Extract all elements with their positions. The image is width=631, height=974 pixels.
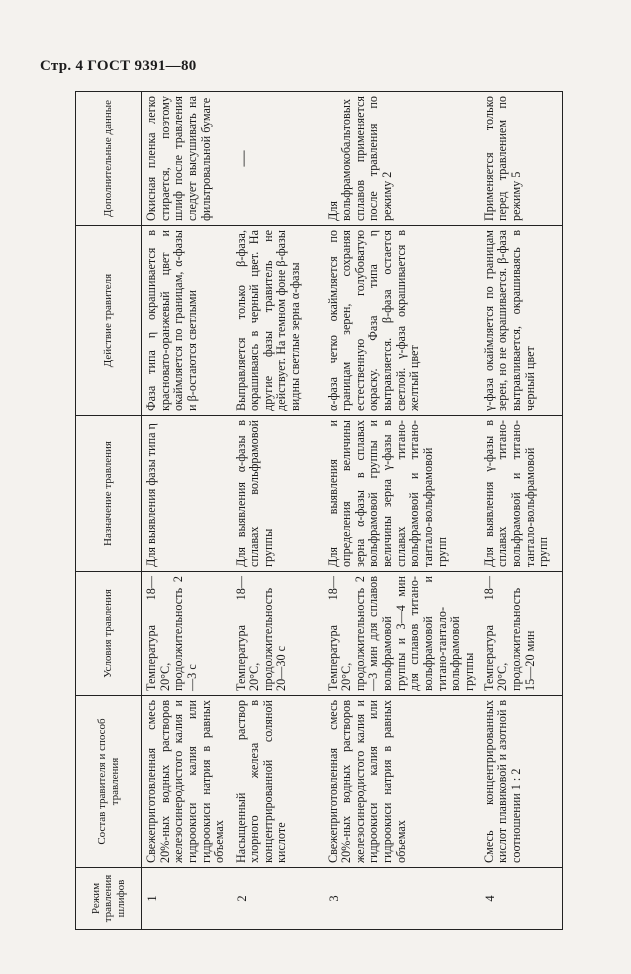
col-header-purpose: Назначение травления — [76, 416, 142, 572]
cell-action: γ-фаза окаймляется по границам зерен, но не окрашивается. β-фаза вытравливается, окрашиваясь в черный цвет — [480, 226, 563, 416]
cell-purpose: Для выявления и определения величины зерна α-фазы в сплавах вольфрамовой группы и величины зерна γ-фазы в сплавах титано-вольфрамовой и титано-тантало-вольфрамовой групп — [324, 416, 480, 572]
cell-conditions: Температура 18—20°С, продолжительность 20—30 с — [232, 572, 324, 696]
etchant-table-rotated — [75, 92, 563, 930]
cell-action: α-фаза четко окаймляется по границам зерен, сохраняя естественную голубоватую окраску. Фаза типа η вытравляется. β-фаза остается светлой. γ-фаза окрашивается в желтый цвет — [324, 226, 480, 416]
cell-action: Фаза типа η окрашивается в красновато-оранжевый цвет и окаймляется по границам, α-фазы и β-остаются светлыми — [142, 226, 232, 416]
cell-mode: 1 — [142, 868, 232, 930]
cell-composition: Смесь концентрированных кислот плавиковой и азотной в соотношении 1 : 2 — [480, 696, 563, 868]
cell-extra: Для вольфрамокобальтовых сплавов применяется после травления по режиму 2 — [324, 92, 480, 226]
cell-extra: Окисная пленка легко стирается, поэтому шлиф после травления следует высушивать на фильтровальной бумаге — [142, 92, 232, 226]
col-header-mode: Режим травления шлифов — [76, 868, 142, 930]
table-header-row — [76, 92, 142, 930]
cell-purpose: Для выявления α-фазы в сплавах вольфрамовой группы — [232, 416, 324, 572]
cell-composition: Свежеприготовленная смесь 20%-ных водных растворов железосинеродистого калия и гидроокиси калия или гидроокиси натрия в равных объемах — [142, 696, 232, 868]
cell-purpose: Для выявления γ-фазы в сплавах титано-вольфрамовой и титано-тантало-вольфрамовой групп — [480, 416, 563, 572]
cell-extra: — — [232, 92, 324, 226]
col-header-composition: Состав травителя и способ травления — [76, 696, 142, 868]
table-row — [232, 92, 324, 930]
cell-conditions: Температура 18—20°С, продолжительность 2—3 мин для сплавов вольфрамовой группы и 3—4 мин для сплавов титано-вольфрамовой и титано-тантало-вольфрамовой группы — [324, 572, 480, 696]
cell-composition: Насыщенный раствор хлорного железа в концентрированной соляной кислоте — [232, 696, 324, 868]
cell-mode: 4 — [480, 868, 563, 930]
page-header: Стр. 4 ГОСТ 9391—80 — [40, 58, 197, 74]
table-row — [324, 92, 480, 930]
cell-conditions: Температура 18—20°С, продолжительность 2—3 с — [142, 572, 232, 696]
col-header-extra: Дополнительные данные — [76, 92, 142, 226]
table-row — [142, 92, 232, 930]
cell-composition: Свежеприготовленная смесь 20%-ных водных растворов железосинеродистого калия и гидроокиси калия или гидроокиси натрия в равных объемах — [324, 696, 480, 868]
cell-action: Выправляется только β-фаза, окрашиваясь в черный цвет. На другие фазы травитель не действует. На темном фоне β-фазы видны светлые зерна α-фазы — [232, 226, 324, 416]
etchant-table — [75, 91, 563, 930]
cell-mode: 2 — [232, 868, 324, 930]
col-header-conditions: Условия травления — [76, 572, 142, 696]
table-row — [480, 92, 563, 930]
cell-extra: Применяется только перед травлением по режиму 5 — [480, 92, 563, 226]
cell-mode: 3 — [324, 868, 480, 930]
cell-purpose: Для выявления фазы типа η — [142, 416, 232, 572]
col-header-action: Действие травителя — [76, 226, 142, 416]
cell-conditions: Температура 18—20°С, продолжительность 15—20 мин — [480, 572, 563, 696]
